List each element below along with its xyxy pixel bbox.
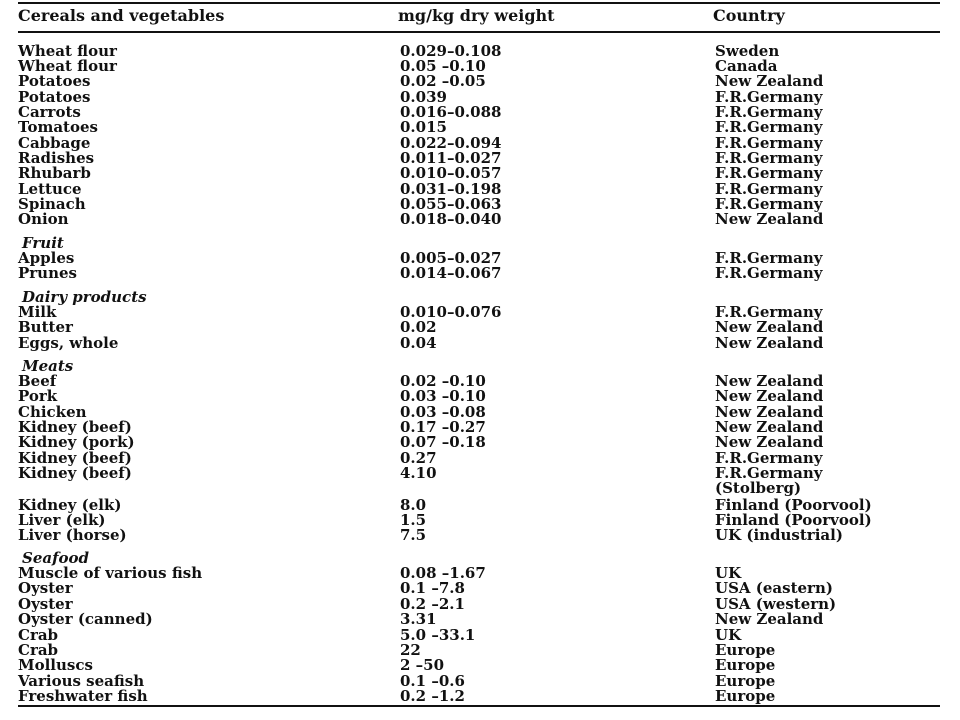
concentration-value: 0.029–0.108: [400, 42, 502, 60]
food-name: Prunes: [18, 264, 77, 282]
table-row: [0, 627, 960, 643]
concentration-value: 0.010–0.076: [400, 303, 502, 321]
table-row: [0, 211, 960, 227]
concentration-value: 1.5: [400, 511, 427, 529]
country-name: Finland (Poorvool): [715, 496, 872, 514]
food-name: Freshwater fish: [18, 687, 148, 705]
table-row: [0, 388, 960, 404]
country-name: Europe: [715, 672, 776, 690]
food-name: Pork: [18, 387, 58, 405]
table-row: [0, 319, 960, 335]
concentration-value: 0.022–0.094: [400, 134, 502, 152]
concentration-value: 0.018–0.040: [400, 210, 502, 228]
country-name: Europe: [715, 656, 776, 674]
food-name: Wheat flour: [18, 57, 117, 75]
concentration-value: 0.031–0.198: [400, 180, 502, 198]
country-name: USA (western): [715, 595, 837, 613]
food-name: Butter: [18, 318, 73, 336]
concentration-value: 0.05 –0.10: [400, 57, 486, 75]
table-row: [0, 580, 960, 596]
header-country: Country: [713, 6, 785, 25]
country-name: F.R.Germany: [715, 464, 823, 482]
country-name: New Zealand: [715, 610, 824, 628]
country-name: USA (eastern): [715, 579, 833, 597]
country-name: Canada: [715, 57, 778, 75]
concentration-value: 2 –50: [400, 656, 445, 674]
food-name: Crab: [18, 641, 59, 659]
country-name: New Zealand: [715, 403, 824, 421]
food-name: Lettuce: [18, 180, 82, 198]
food-name: Radishes: [18, 149, 95, 167]
concentration-value: 0.02 –0.05: [400, 72, 486, 90]
table-row: [0, 119, 960, 135]
food-name: Milk: [18, 303, 57, 321]
concentration-value: 5.0 –33.1: [400, 626, 476, 644]
food-name: Wheat flour: [18, 42, 117, 60]
country-name: UK: [715, 564, 742, 582]
concentration-value: 0.010–0.057: [400, 164, 502, 182]
concentration-value: 0.039: [400, 88, 447, 106]
country-name: F.R.Germany: [715, 164, 823, 182]
food-name: Muscle of various fish: [18, 564, 203, 582]
food-name: Oyster: [18, 579, 73, 597]
concentration-value: 0.015: [400, 118, 447, 136]
food-name: Carrots: [18, 103, 81, 121]
country-name: F.R.Germany: [715, 264, 823, 282]
food-name: Crab: [18, 626, 59, 644]
food-name: Tomatoes: [18, 118, 98, 136]
top-rule: [18, 2, 940, 4]
country-name: F.R.Germany: [715, 103, 823, 121]
country-name: F.R.Germany: [715, 449, 823, 467]
table-row: [0, 657, 960, 673]
concentration-value: 0.011–0.027: [400, 149, 502, 167]
country-name: F.R.Germany: [715, 88, 823, 106]
section-title: Meats: [22, 357, 74, 375]
country-name: F.R.Germany: [715, 195, 823, 213]
concentration-value: 0.2 –2.1: [400, 595, 465, 613]
food-name: Molluscs: [18, 656, 93, 674]
country-name: New Zealand: [715, 334, 824, 352]
concentration-value: 0.08 –1.67: [400, 564, 486, 582]
concentration-value: 0.02: [400, 318, 437, 336]
section-title: Seafood: [22, 549, 90, 567]
food-name: Kidney (pork): [18, 433, 135, 451]
concentration-value: 0.03 –0.08: [400, 403, 486, 421]
table-row: [0, 611, 960, 627]
food-name: Kidney (beef): [18, 464, 132, 482]
food-name: Oyster (canned): [18, 610, 153, 628]
food-name: Spinach: [18, 195, 86, 213]
country-name: New Zealand: [715, 372, 824, 390]
food-name: Kidney (beef): [18, 449, 132, 467]
food-name: Kidney (elk): [18, 496, 122, 514]
concentration-value: 0.005–0.027: [400, 249, 502, 267]
country-name: New Zealand: [715, 418, 824, 436]
country-name: F.R.Germany: [715, 303, 823, 321]
table-row: [0, 265, 960, 281]
concentration-value: 22: [400, 641, 421, 659]
header-rule: [18, 31, 940, 33]
country-name: Europe: [715, 687, 776, 705]
country-name: F.R.Germany: [715, 149, 823, 167]
country-name: New Zealand: [715, 318, 824, 336]
food-name: Liver (horse): [18, 526, 127, 544]
concentration-value: 0.014–0.067: [400, 264, 502, 282]
food-name: Beef: [18, 372, 57, 390]
country-name: New Zealand: [715, 387, 824, 405]
food-name: Oyster: [18, 595, 73, 613]
table-row: [0, 688, 960, 704]
food-name: Kidney (beef): [18, 418, 132, 436]
concentration-value: 0.016–0.088: [400, 103, 502, 121]
concentration-value: 3.31: [400, 610, 437, 628]
country-name: New Zealand: [715, 433, 824, 451]
country-name: New Zealand: [715, 72, 824, 90]
header-concentration: mg/kg dry weight: [398, 6, 555, 25]
country-name: F.R.Germany: [715, 134, 823, 152]
food-name: Eggs, whole: [18, 334, 119, 352]
country-name: F.R.Germany: [715, 118, 823, 136]
country-name: UK: [715, 626, 742, 644]
food-name: Onion: [18, 210, 69, 228]
concentration-value: 0.03 –0.10: [400, 387, 486, 405]
food-name: Liver (elk): [18, 511, 106, 529]
concentration-value: 0.04: [400, 334, 437, 352]
table-row: [0, 434, 960, 450]
table-row: [0, 480, 960, 496]
table-row: [0, 527, 960, 543]
country-name: New Zealand: [715, 210, 824, 228]
section-title: Dairy products: [22, 288, 147, 306]
food-name: Potatoes: [18, 72, 91, 90]
concentration-value: 0.02 –0.10: [400, 372, 486, 390]
country-name: F.R.Germany: [715, 249, 823, 267]
table-row: [0, 465, 960, 481]
concentration-value: 7.5: [400, 526, 427, 544]
food-name: Potatoes: [18, 88, 91, 106]
concentration-value: 0.055–0.063: [400, 195, 502, 213]
concentration-value: 8.0: [400, 496, 427, 514]
food-name: Chicken: [18, 403, 87, 421]
food-name: Apples: [18, 249, 75, 267]
concentration-value: 0.2 –1.2: [400, 687, 465, 705]
concentration-value: 0.1 –7.8: [400, 579, 465, 597]
section-title: Fruit: [22, 234, 64, 252]
food-name: Cabbage: [18, 134, 91, 152]
table-row: [0, 335, 960, 351]
concentration-value: 0.07 –0.18: [400, 433, 486, 451]
header-food: Cereals and vegetables: [18, 6, 225, 25]
table-row: [0, 73, 960, 89]
table-row: [0, 642, 960, 658]
bottom-rule: [18, 705, 940, 707]
country-name: Finland (Poorvool): [715, 511, 872, 529]
concentration-value: 0.17 –0.27: [400, 418, 486, 436]
concentration-value: 4.10: [400, 464, 437, 482]
country-name: F.R.Germany: [715, 180, 823, 198]
table-row: [0, 165, 960, 181]
country-name: (Stolberg): [715, 479, 802, 497]
food-name: Rhubarb: [18, 164, 91, 182]
country-name: Europe: [715, 641, 776, 659]
country-name: UK (industrial): [715, 526, 843, 544]
food-name: Various seafish: [18, 672, 145, 690]
country-name: Sweden: [715, 42, 780, 60]
concentration-value: 0.1 –0.6: [400, 672, 465, 690]
concentration-value: 0.27: [400, 449, 437, 467]
